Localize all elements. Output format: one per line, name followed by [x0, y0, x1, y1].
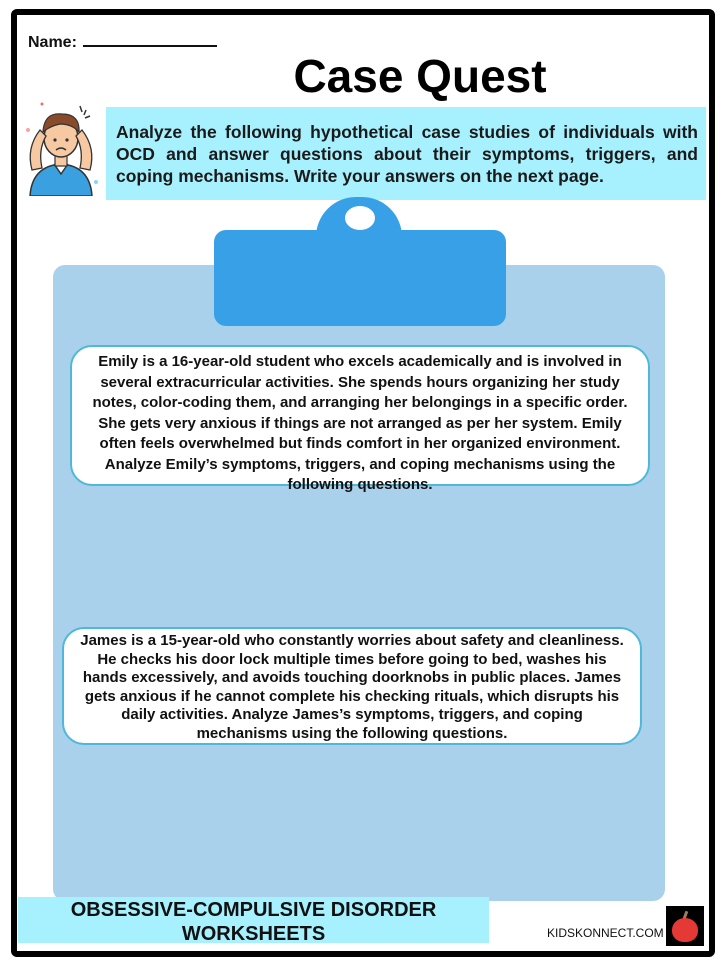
- footer-title: [18, 897, 489, 943]
- footer-title-line2: WORKSHEETS: [181, 923, 326, 945]
- page-title: Case Quest: [293, 50, 547, 102]
- site-name: KIDSKONNECT.COM: [547, 926, 664, 940]
- footer-title-line1: OBSESSIVE-COMPULSIVE DISORDER: [70, 899, 437, 921]
- case-study-james: James is a 15-year-old who constantly worries about safety and cleanliness. He checks his door lock multiple times before going to bed, washes his hands excessively, and avoids touching doorknobs in public places. James gets anxious if he cannot complete his checking rituals, which disrupts his daily activities. Analyze James’s symptoms, triggers, and coping mechanisms using the following questions.: [62, 627, 642, 745]
- name-label: Name:: [28, 34, 77, 51]
- apple-icon: [672, 918, 698, 942]
- instructions-box: Analyze the following hypothetical case studies of individuals with OCD and answer questions about their symptoms, triggers, and coping mechanisms. Write your answers on the next page.: [106, 107, 706, 200]
- stressed-person-icon: [20, 100, 102, 196]
- clipboard-clip-hole: [345, 206, 375, 230]
- name-blank-line[interactable]: [83, 31, 217, 47]
- clipboard-clip: [214, 230, 506, 326]
- case-study-emily: Emily is a 16-year-old student who excels academically and is involved in several extracurricular activities. She spends hours organizing her study notes, color-coding them, and arranging her belongings in a specific order. She gets very anxious if things are not arranged as per her system. Emily often feels overwhelmed but finds comfort in her organized environment. Analyze Emily’s symptoms, triggers, and coping mechanisms using the following questions.: [70, 345, 650, 486]
- name-field[interactable]: [28, 31, 217, 52]
